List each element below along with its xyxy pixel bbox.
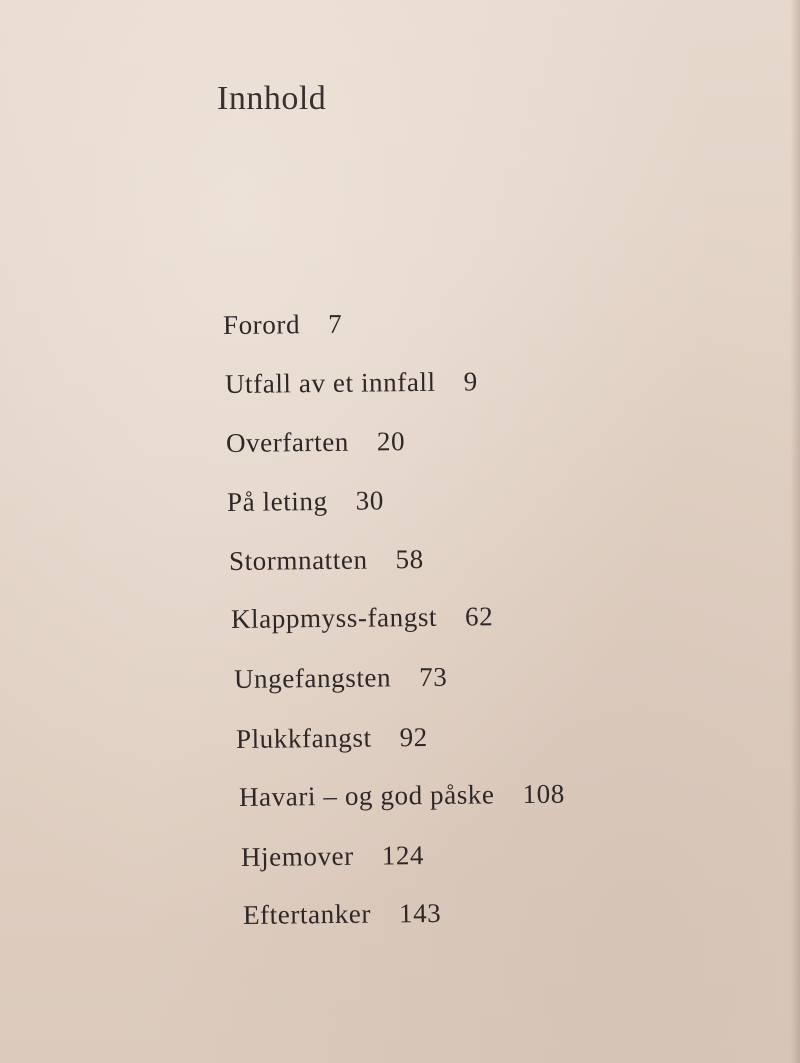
toc-entry-page: 20 — [376, 426, 406, 457]
toc-entry-overfarten — [226, 428, 405, 457]
toc-entry-title: Eftertanker — [242, 898, 372, 930]
toc-entry-page: 108 — [522, 778, 565, 810]
toc-entry-title: Havari – og god påske — [238, 779, 495, 812]
toc-entry-page: 143 — [398, 897, 442, 929]
toc-entry-hjemover — [241, 842, 424, 871]
toc-entry-stormnatten — [228, 543, 424, 576]
toc-entry-page: 62 — [464, 601, 494, 632]
toc-entry-page: 124 — [381, 840, 425, 871]
toc-entry-plukkfangst — [235, 721, 428, 754]
toc-entry-havari — [238, 778, 565, 812]
toc-entry-klappmyss-fangst — [231, 603, 494, 633]
toc-entry-page: 30 — [355, 485, 384, 516]
toc-entry-page: 92 — [399, 721, 428, 753]
toc-entry-eftertanker — [242, 897, 442, 930]
toc-entry-forord — [222, 308, 343, 340]
toc-entry-title: Forord — [222, 309, 301, 340]
toc-entry-title: Klappmyss-fangst — [230, 601, 438, 634]
toc-entry-page: 58 — [395, 543, 424, 575]
toc-entry-title: Ungefangsten — [233, 662, 392, 694]
toc-entry-page: 73 — [418, 661, 448, 693]
page-title: Innhold — [217, 80, 327, 117]
toc-entry-page: 9 — [463, 366, 478, 397]
toc-entry-paa-leting — [227, 487, 384, 516]
toc-entry-page: 7 — [327, 308, 343, 339]
toc-entry-title: Overfarten — [225, 426, 350, 458]
toc-entry-title: Stormnatten — [228, 544, 368, 576]
toc-entry-utfall — [225, 368, 478, 398]
toc-entry-title: På leting — [226, 485, 328, 517]
toc-entry-ungefangsten — [233, 661, 448, 694]
toc-entry-title: Plukkfangst — [235, 722, 372, 754]
toc-entry-title: Utfall av et innfall — [224, 366, 436, 399]
toc-entry-title: Hjemover — [240, 840, 354, 872]
